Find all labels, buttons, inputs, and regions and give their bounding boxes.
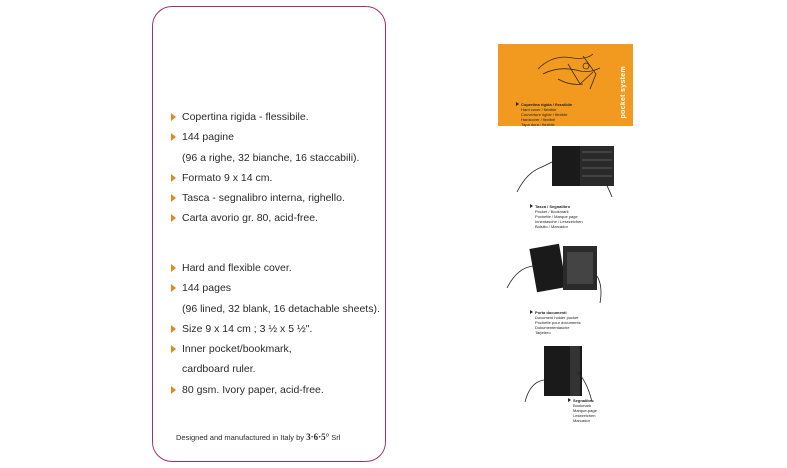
bullet-arrow-icon — [171, 386, 176, 394]
spec-text: Inner pocket/bookmark, — [182, 343, 292, 356]
spec-item — [170, 208, 359, 228]
brand-logo: 3·6·5° — [306, 432, 330, 442]
bullet-arrow-icon — [171, 214, 176, 222]
caption-line: Dokumententasche — [535, 325, 570, 330]
italian-spec-list — [170, 107, 359, 229]
spec-text: Hard and flexible cover. — [182, 262, 292, 274]
caption-line: Segnalibro — [568, 398, 597, 403]
caption-cover — [516, 102, 572, 127]
bullet-arrow-icon — [171, 284, 176, 292]
caption-document-pocket — [530, 310, 581, 335]
spec-item — [170, 168, 359, 188]
caption-arrow-icon — [516, 102, 519, 106]
caption-arrow-icon — [568, 398, 571, 402]
spec-text: 144 pages — [182, 282, 232, 295]
caption-line: Hard cover / flexible — [521, 107, 557, 112]
spec-item — [170, 107, 359, 127]
caption-arrow-icon — [530, 204, 533, 208]
spec-item — [170, 278, 380, 298]
caption-line: Lesezeichen — [573, 413, 596, 418]
caption-line: Bookmark — [573, 403, 592, 408]
caption-line: Tapa dura / flexible — [521, 122, 555, 127]
spec-item — [170, 148, 359, 168]
caption-bookmark — [568, 398, 597, 423]
caption-line: Pochette pour documents — [535, 320, 581, 325]
spec-item — [170, 380, 380, 400]
bullet-arrow-icon — [171, 345, 176, 353]
bullet-arrow-icon — [171, 174, 176, 182]
spec-item — [170, 258, 380, 278]
caption-line: Pochette / Marque page — [535, 214, 578, 219]
spec-item — [170, 188, 359, 208]
orange-cover-panel — [498, 44, 633, 126]
caption-line: Pocket / Bookmark — [535, 209, 569, 214]
spec-text: (96 lined, 32 blank, 16 detachable sheets). — [182, 302, 380, 315]
spec-text: Formato 9 x 14 cm. — [182, 171, 273, 184]
caption-line: Document holder pocket — [535, 315, 579, 320]
spec-text: cardboard ruler. — [182, 363, 256, 376]
spec-item — [170, 319, 380, 339]
english-spec-list — [170, 258, 380, 400]
bullet-arrow-icon — [171, 264, 176, 272]
caption-line: Tasca / Segnalibro — [530, 204, 583, 209]
footer-suffix: Srl — [331, 433, 341, 442]
footer-text: Designed and manufactured in Italy by — [176, 433, 304, 442]
spec-text: (96 a righe, 32 bianche, 16 staccabili). — [182, 151, 360, 164]
caption-line: Porta documenti — [530, 310, 581, 315]
manufacturer-footer — [176, 432, 340, 442]
hand-bookmark-illustration — [520, 342, 620, 402]
bullet-arrow-icon — [171, 113, 176, 121]
spec-text: Size 9 x 14 cm ; 3 ½ x 5 ½". — [182, 322, 313, 335]
bullet-arrow-icon — [171, 325, 176, 333]
hands-inner-pocket-illustration — [505, 238, 625, 308]
caption-pocket — [530, 204, 583, 229]
bullet-arrow-icon — [171, 133, 176, 141]
caption-line: Copertina rigida / flessibile — [516, 102, 572, 107]
caption-line: Tarjetero — [535, 330, 551, 335]
caption-line: Marque-page — [573, 408, 597, 413]
caption-line: Couverture rigide / flexible — [521, 112, 568, 117]
brand-vertical-text: pocket system — [620, 66, 627, 119]
caption-line: Bolsillo / Marcador — [535, 224, 568, 229]
spec-item — [170, 339, 380, 359]
spec-item — [170, 127, 359, 147]
caption-line: Innentasche / Lesezeichen — [535, 219, 583, 224]
caption-line: Marcador — [573, 418, 590, 423]
spec-text: Tasca - segnalibro interna, righello. — [182, 192, 345, 205]
caption-arrow-icon — [530, 310, 533, 314]
spec-text: Copertina rigida - flessibile. — [182, 111, 309, 123]
caption-line: Hardcover / flexibel — [521, 117, 556, 122]
spec-text: 80 gsm. Ivory paper, acid-free. — [182, 383, 324, 396]
spec-item — [170, 359, 380, 379]
spec-item — [170, 299, 380, 319]
spec-text: 144 pagine — [182, 131, 234, 144]
bullet-arrow-icon — [171, 194, 176, 202]
spec-text: Carta avorio gr. 80, acid-free. — [182, 212, 318, 225]
hands-opening-notebook-illustration — [512, 132, 632, 202]
